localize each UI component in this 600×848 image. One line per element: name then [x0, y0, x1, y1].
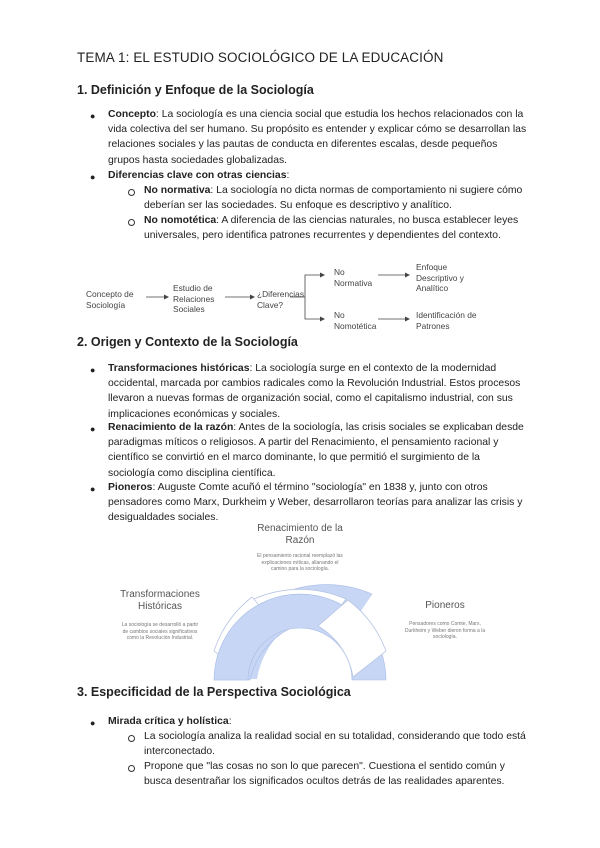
list-item: No normativa: La sociología no dicta normas de comportamiento ni sugiere cómo deberían ser las sociedades. Su enfoque es descriptivo y analítico.	[144, 185, 523, 212]
flow-node-enfoque: Enfoque Descriptivo y Analítico	[416, 262, 464, 293]
bullet-icon: ●	[90, 172, 96, 182]
list-item: No nomotética: A diferencia de las ciencias naturales, no busca establecer leyes universales, pero identifica patrones recurrentes y dependientes del contexto.	[144, 215, 519, 242]
list-item: Pioneros: Auguste Comte acuñó el término "sociología" en 1838 y, junto con otros pensadores como Marx, Durkheim y Weber, desarrollaron teorías para analizar las crisis y desigualdades sociales.	[108, 482, 523, 524]
sub-bullet-icon	[128, 735, 135, 742]
list-item: Concepto: La sociología es una ciencia social que estudia los hechos relacionados con la vida colectiva del ser humano. Su propósito es entender y explicar cómo se desarrollan las relaciones sociales y las pautas de conducta en diferentes escalas, desde pequeños grupos hasta sociedades globalizadas.	[108, 109, 527, 166]
arc-right-label: Pioneros Pensadores como Comte, Marx, Durkheim y Weber dieron forma a la sociología.	[404, 600, 486, 640]
bullet-icon: ●	[90, 424, 96, 434]
flow-node-no-normativa: No Normativa	[334, 267, 373, 288]
flow-node-diferencias: ¿Diferencias Clave?	[257, 289, 305, 310]
bullet-icon: ●	[90, 111, 96, 121]
bullet-icon: ●	[90, 484, 96, 494]
arc-left-label: Transformaciones Históricas La sociología se desarrolló a partir de cambios sociales significativos como la Revolución Industrial.	[120, 589, 200, 641]
bullet-icon: ●	[90, 365, 96, 375]
list-item: Mirada crítica y holística:	[108, 716, 232, 727]
flow-node-no-nomotetica: No Nomotética	[334, 310, 377, 331]
flow-node-estudio: Estudio de Relaciones Sociales	[173, 283, 215, 314]
arc-top-label: Renacimiento de la Razón El pensamiento racional reemplazó las explicaciones míticas, allanando el camino para la sociología.	[257, 523, 343, 572]
arc-diagram	[214, 585, 386, 680]
flow-node-concepto: Concepto de Sociología	[86, 289, 134, 310]
list-item: Propone que "las cosas no son lo que parecen". Cuestiona el sentido común y busca desentrañar los significados ocultos detrás de las realidades aparentes.	[144, 761, 505, 788]
section-3-heading: 3. Especificidad de la Perspectiva Sociológica	[77, 685, 351, 699]
flow-node-identificacion: Identificación de Patrones	[416, 310, 477, 331]
section-2-heading: 2. Origen y Contexto de la Sociología	[77, 335, 298, 349]
list-item: Diferencias clave con otras ciencias:	[108, 170, 290, 181]
document-title: TEMA 1: EL ESTUDIO SOCIOLÓGICO DE LA EDUCACIÓN	[77, 50, 444, 65]
bullet-icon: ●	[90, 718, 96, 728]
list-item: Transformaciones históricas: La sociología surge en el contexto de la modernidad occidental, marcada por cambios radicales como la Revolución Industrial. Estos procesos llevaron a nuevas formas de organización social, como el capitalismo industrial, con sus implicaciones económicas y sociales.	[108, 363, 521, 420]
section-1-heading: 1. Definición y Enfoque de la Sociología	[77, 83, 314, 97]
list-item: Renacimiento de la razón: Antes de la sociología, las crisis sociales se explicaban desde paradigmas míticos o religiosos. A partir del Renacimiento, el pensamiento racional y científico se convirtió en el marco dominante, lo que permitió el surgimiento de la sociología como disciplina científica.	[108, 422, 524, 479]
list-item: La sociología analiza la realidad social en su totalidad, considerando que todo está interconectado.	[144, 731, 526, 758]
sub-bullet-icon	[128, 765, 135, 772]
